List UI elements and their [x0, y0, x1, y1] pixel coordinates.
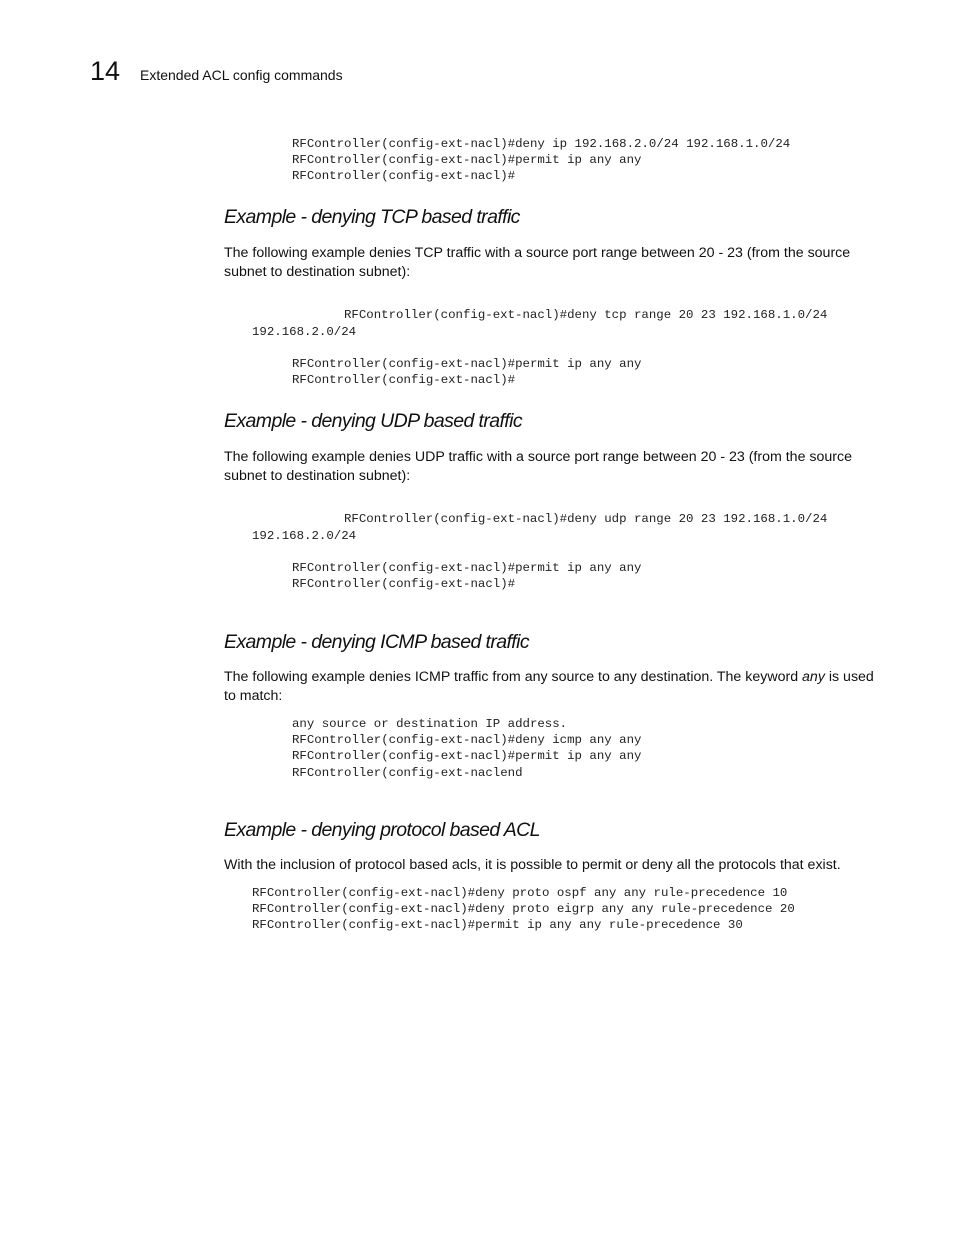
udp-section-paragraph: The following example denies UDP traffic with a source port range between 20 - 23 (from the source subnet to destination subnet): — [224, 449, 852, 484]
tcp-section-heading: Example - denying TCP based traffic — [224, 206, 520, 228]
tcp-code-line-2: 192.168.2.0/24 — [252, 325, 357, 339]
udp-section-heading: Example - denying UDP based traffic — [224, 410, 523, 432]
icmp-paragraph-keyword: any — [802, 669, 825, 685]
udp-code-line-2: 192.168.2.0/24 — [252, 529, 357, 543]
icmp-section-heading: Example - denying ICMP based traffic — [224, 631, 529, 653]
protocol-section-paragraph: With the inclusion of protocol based acls, it is possible to permit or deny all the protocols that exist. — [224, 857, 841, 873]
code-line: RFController(config-ext-nacl)#permit ip any any — [292, 561, 642, 575]
icmp-code-block — [292, 716, 641, 781]
code-line: any source or destination IP address. — [292, 717, 568, 731]
intro-code-block — [292, 136, 790, 185]
icmp-paragraph-text-end: is used to match: — [224, 669, 874, 704]
protocol-code-block — [252, 885, 795, 934]
icmp-paragraph-text: The following example denies ICMP traffic from any source to any destination. The keyword — [224, 669, 803, 685]
code-line: RFController(config-ext-nacl)#deny icmp any any — [292, 733, 642, 748]
protocol-section-heading: Example - denying protocol based ACL — [224, 819, 540, 841]
chapter-number: 14 — [90, 56, 121, 86]
code-line: RFController(config-ext-nacl)# — [292, 577, 516, 592]
udp-code-block — [292, 560, 641, 592]
udp-code-line-1: RFController(config-ext-nacl)#deny udp range 20 23 192.168.1.0/24 — [344, 512, 828, 526]
code-line: RFController(config-ext-nacl)#deny proto ospf any any rule-precedence 10 — [252, 886, 788, 900]
code-line: RFController(config-ext-nacl)#permit ip any any — [292, 153, 642, 168]
tcp-code-block — [292, 356, 641, 388]
tcp-section-paragraph: The following example denies TCP traffic with a source port range between 20 - 23 (from the source subnet to destination subnet): — [224, 245, 851, 280]
code-line: RFController(config-ext-nacl)#permit ip any any rule-precedence 30 — [252, 918, 743, 933]
code-line: RFController(config-ext-naclend — [292, 765, 523, 780]
code-line: RFController(config-ext-nacl)#deny proto eigrp any any rule-precedence 20 — [252, 902, 795, 917]
icmp-section-paragraph — [224, 668, 874, 705]
code-line: RFController(config-ext-nacl)#permit ip any any — [292, 357, 642, 371]
running-head-title: Extended ACL config commands — [140, 67, 343, 83]
code-line: RFController(config-ext-nacl)# — [292, 169, 516, 184]
code-line: RFController(config-ext-nacl)# — [292, 373, 516, 388]
code-line: RFController(config-ext-nacl)#deny ip 192.168.2.0/24 192.168.1.0/24 — [292, 137, 791, 151]
code-line: RFController(config-ext-nacl)#permit ip any any — [292, 749, 642, 764]
tcp-code-line-1: RFController(config-ext-nacl)#deny tcp range 20 23 192.168.1.0/24 — [344, 308, 828, 322]
